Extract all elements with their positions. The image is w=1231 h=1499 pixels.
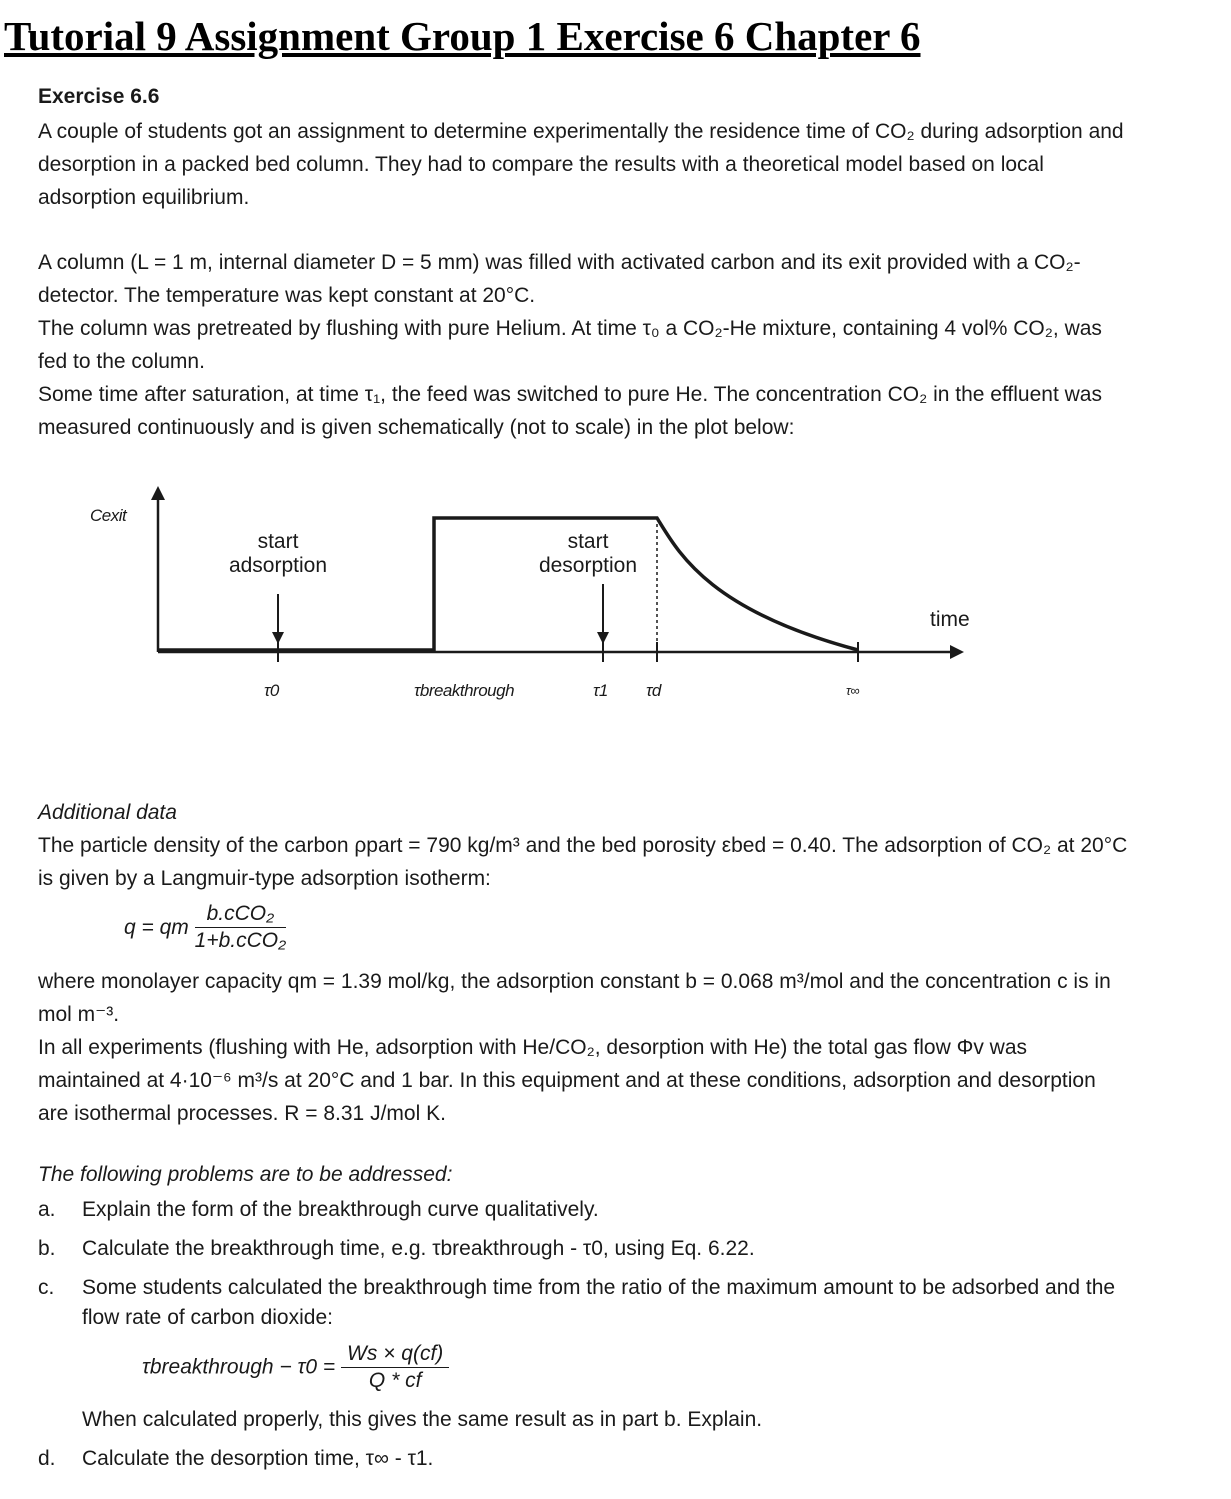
setup-paragraph-1: A column (L = 1 m, internal diameter D = 5 mm) was filled with activated carbon and its exit provided with a CO₂-detector. The temperature was kept constant at 20°C. — [38, 251, 1081, 307]
problems-heading: The following problems are to be addressed: — [38, 1163, 453, 1186]
problem-a-marker: a. — [38, 1198, 56, 1221]
langmuir-fraction — [195, 901, 286, 954]
tick-label-taud: τd — [646, 681, 661, 700]
breakthrough-eq-lhs: τbreakthrough − τ0 = — [142, 1355, 336, 1379]
problem-b — [38, 1234, 1128, 1264]
problem-c-text: Some students calculated the breakthrough time from the ratio of the maximum amount to be adsorbed and the flow rate of carbon dioxide: — [82, 1276, 1116, 1329]
setup-paragraph-3: Some time after saturation, at time τ₁, the feed was switched to pure He. The concentration CO₂ in the effluent was measured continuously and is given schematically (not to scale) in the plot below: — [38, 383, 1102, 439]
document-body — [38, 80, 1128, 1483]
start-adsorption-line2: adsorption — [228, 554, 328, 577]
page-title: Tutorial 9 Assignment Group 1 Exercise 6 Chapter 6 — [4, 13, 921, 59]
problems-list — [38, 1195, 1128, 1474]
start-desorption-line2: desorption — [538, 554, 638, 577]
problem-c-followup: When calculated properly, this gives the same result as in part b. Explain. — [82, 1408, 763, 1431]
problem-b-text: Calculate the breakthrough time, e.g. τbreakthrough - τ0, using Eq. 6.22. — [82, 1237, 755, 1260]
problem-b-marker: b. — [38, 1237, 56, 1260]
start-adsorption-line1: start — [257, 530, 299, 553]
problem-d-text: Calculate the desorption time, τ∞ - τ1. — [82, 1447, 434, 1470]
breakthrough-eq-fraction — [341, 1341, 449, 1394]
tick-label-tau0: τ0 — [264, 681, 279, 700]
breakthrough-eq-numerator: Ws × q(cf) — [341, 1341, 449, 1368]
langmuir-denominator: 1+b.cCO₂ — [194, 929, 287, 952]
adsorption-arrowhead — [272, 632, 284, 644]
start-desorption-label — [528, 530, 648, 578]
y-axis-arrow — [151, 486, 165, 500]
desorption-arrowhead — [597, 632, 609, 644]
problem-d — [38, 1444, 1128, 1474]
y-axis-label: Cexit — [90, 506, 127, 525]
tick-label-tau1: τ1 — [593, 681, 608, 700]
additional-paragraph-3: In all experiments (flushing with He, adsorption with He/CO₂, desorption with He) the total gas flow Φv was maintained at 4·10⁻⁶ m³/s at 20°C and 1 bar. In this equipment and at these conditions, adsorption and desorption are isothermal processes. R = 8.31 J/mol K. — [38, 1036, 1096, 1125]
problem-d-marker: d. — [38, 1447, 56, 1470]
breakthrough-equation — [82, 1333, 1128, 1405]
exercise-heading: Exercise 6.6 — [38, 85, 160, 108]
setup-paragraph-2: The column was pretreated by flushing with pure Helium. At time τ₀ a CO₂-He mixture, containing 4 vol% CO₂, was fed to the column. — [38, 317, 1102, 373]
additional-paragraph-2: where monolayer capacity qm = 1.39 mol/kg, the adsorption constant b = 0.068 m³/mol and the concentration c is in mol m⁻³. — [38, 970, 1111, 1026]
intro-paragraph: A couple of students got an assignment to determine experimentally the residence time of CO₂ during adsorption and desorption in a packed bed column. They had to compare the results with a theoretical model based on local adsorption equilibrium. — [38, 120, 1124, 209]
breakthrough-plot — [38, 484, 1128, 734]
langmuir-lhs: q = qm — [124, 916, 189, 939]
tick-label-tau-inf: τ∞ — [846, 683, 860, 698]
langmuir-equation — [38, 895, 1128, 965]
additional-paragraph-1: The particle density of the carbon ρpart = 790 kg/m³ and the bed porosity εbed = 0.40. The adsorption of CO₂ at 20°C is given by a Langmuir-type adsorption isotherm: — [38, 834, 1128, 890]
tick-label-tau-breakthrough: τbreakthrough — [414, 681, 515, 700]
langmuir-numerator: b.cCO₂ — [195, 901, 286, 928]
start-desorption-line1: start — [567, 530, 609, 553]
start-adsorption-label — [220, 530, 336, 578]
x-axis-arrow — [950, 645, 964, 659]
additional-data-heading: Additional data — [38, 801, 177, 824]
problem-c-marker: c. — [38, 1276, 55, 1299]
problem-a-text: Explain the form of the breakthrough curve qualitatively. — [82, 1198, 599, 1221]
x-axis-label: time — [930, 608, 970, 631]
breakthrough-eq-denominator: Q * cf — [368, 1369, 422, 1392]
problem-c — [38, 1273, 1128, 1435]
problem-a — [38, 1195, 1128, 1225]
